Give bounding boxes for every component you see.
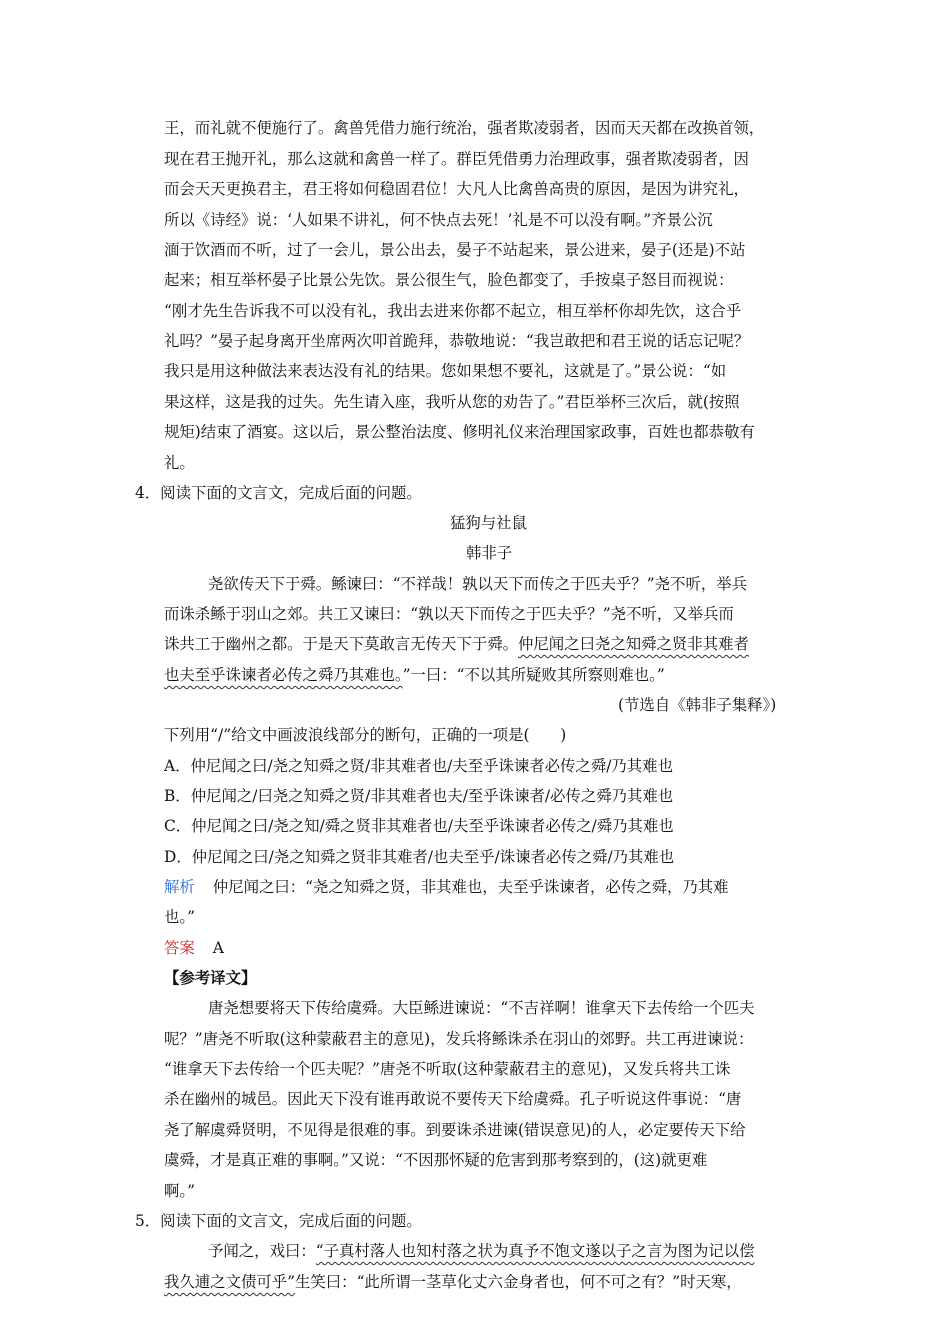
text-line: 起来；相互举杯晏子比景公先饮。景公很生气，脸色都变了，手按桌子怒目而视说： bbox=[164, 271, 734, 289]
passage-text: ”一曰：“不以其所疑败其所察则难也。” bbox=[402, 666, 665, 684]
passage-line bbox=[164, 631, 749, 657]
question-4-prompt: 4．阅读下面的文言文，完成后面的问题。 bbox=[135, 484, 422, 502]
translation-line: 呢？”唐尧不听取(这种蒙蔽君主的意见)，发兵将鲧诛杀在羽山的郊野。共工再进谏说： bbox=[164, 1030, 754, 1048]
source-citation: (节选自《韩非子集释》) bbox=[618, 696, 777, 714]
text-line: 礼。 bbox=[164, 454, 195, 472]
translation-line: 尧了解虞舜贤明，不见得是很难的事。到要诛杀进谏(错误意见)的人，必定要传天下给 bbox=[164, 1121, 746, 1139]
text-line: 果这样，这是我的过失。先生请入座，我听从您的劝告了。”君臣举杯三次后，就(按照 bbox=[164, 393, 740, 411]
answer-value: A bbox=[212, 939, 224, 957]
wavy-underlined-text: “子真村落人也知村落之状为真予不饱文遂以子之言为图为记以偿 bbox=[315, 1242, 755, 1260]
text-line: 规矩)结束了酒宴。这以后，景公整治法度、修明礼仪来治理国家政事，百姓也都恭敬有 bbox=[164, 423, 755, 441]
text-line: “刚才先生告诉我不可以没有礼，我出去进来你都不起立，相互举杯你却先饮，这合乎 bbox=[164, 302, 742, 320]
option-b: B．仲尼闻之/曰尧之知舜之贤/非其难者也夫/至乎诛谏者/必传之舜乃其难也 bbox=[164, 787, 674, 805]
translation-line: 唐尧想要将天下传给虞舜。大臣鲧进谏说：“不吉祥啊！谁拿天下去传给一个匹夫 bbox=[208, 999, 755, 1017]
passage-line bbox=[164, 1269, 742, 1295]
text-line: 现在君王抛开礼，那么这就和禽兽一样了。群臣凭借勇力治理政事，强者欺凌弱者，因 bbox=[164, 150, 749, 168]
text-line: 礼吗？”晏子起身离开坐席两次叩首跪拜，恭敬地说：“我岂敢把和君王说的话忘记呢？ bbox=[164, 332, 750, 350]
passage-line: 而诛杀鲧于羽山之郊。共工又谏曰：“孰以天下而传之于匹夫乎？”尧不听，又举兵而 bbox=[164, 605, 734, 623]
analysis-line bbox=[164, 874, 729, 900]
text-line: 湎于饮酒而不听，过了一会儿，景公出去，晏子不站起来，景公进来，晏子(还是)不站 bbox=[164, 241, 746, 259]
analysis-text: 仲尼闻之曰：“尧之知舜之贤，非其难也，夫至乎诛谏者，必传之舜，乃其难 bbox=[212, 878, 729, 896]
text-line: 所以《诗经》说：‘人如果不讲礼，何不快点去死！’礼是不可以没有啊。”齐景公沉 bbox=[164, 211, 713, 229]
passage-text: 予闻之，戏曰： bbox=[208, 1242, 316, 1260]
option-c: C．仲尼闻之曰/尧之知/舜之贤非其难者也/夫至乎诛谏者必传之/舜乃其难也 bbox=[164, 817, 674, 835]
translation-heading: 【参考译文】 bbox=[164, 969, 257, 987]
wavy-underlined-text: 我久逋之文债可乎” bbox=[164, 1273, 295, 1291]
passage-text: 生笑曰：“此所谓一茎草化丈六金身者也，何不可之有？”时天寒， bbox=[295, 1273, 742, 1291]
passage-author: 韩非子 bbox=[466, 544, 513, 562]
text-line: 我只是用这种做法来表达没有礼的结果。您如果想不要礼，这就是了。”景公说：“如 bbox=[164, 362, 727, 380]
passage-line: 尧欲传天下于舜。鲧谏曰：“不祥哉！孰以天下而传之于匹夫乎？”尧不听，举兵 bbox=[208, 575, 748, 593]
passage-line bbox=[164, 662, 665, 688]
wavy-underlined-text: 仲尼闻之曰尧之知舜之贤非其难者 bbox=[518, 635, 749, 653]
option-d: D．仲尼闻之曰/尧之知舜之贤非其难者/也夫至乎/诛谏者必传之舜/乃其难也 bbox=[164, 848, 675, 866]
text-line: 王，而礼就不便施行了。禽兽凭借力施行统治，强者欺凌弱者，因而天天都在改换首领， bbox=[164, 119, 765, 137]
wavy-underlined-text: 也夫至乎诛谏者必传之舜乃其难也。 bbox=[164, 666, 403, 684]
translation-line: 啊。” bbox=[164, 1182, 195, 1200]
translation-line: “谁拿天下去传给一个匹夫呢？”唐尧不听取(这种蒙蔽君主的意见)，又发兵将共工诛 bbox=[164, 1060, 731, 1078]
question-5-prompt: 5．阅读下面的文言文，完成后面的问题。 bbox=[135, 1212, 422, 1230]
translation-line: 虞舜，才是真正难的事啊。”又说：“不因那怀疑的危害到那考察到的，(这)就更难 bbox=[164, 1151, 708, 1169]
passage-title: 猛狗与社鼠 bbox=[450, 514, 527, 532]
answer-label: 答案 bbox=[164, 939, 195, 957]
answer-line bbox=[164, 935, 224, 961]
analysis-line: 也。” bbox=[164, 908, 195, 926]
option-a: A．仲尼闻之曰/尧之知舜之贤/非其难者也/夫至乎诛谏者必传之舜/乃其难也 bbox=[164, 757, 673, 775]
passage-text: 诛共工于幽州之都。于是天下莫敢言无传天下于舜。 bbox=[164, 635, 518, 653]
translation-line: 杀在幽州的城邑。因此天下没有谁再敢说不要传天下给虞舜。孔子听说这件事说：“唐 bbox=[164, 1090, 742, 1108]
question-stem: 下列用“/”给文中画波浪线部分的断句，正确的一项是( ) bbox=[164, 726, 567, 744]
passage-line bbox=[208, 1238, 755, 1264]
analysis-label: 解析 bbox=[164, 878, 195, 896]
text-line: 而会天天更换君主，君王将如何稳固君位！大凡人比禽兽高贵的原因，是因为讲究礼， bbox=[164, 180, 749, 198]
